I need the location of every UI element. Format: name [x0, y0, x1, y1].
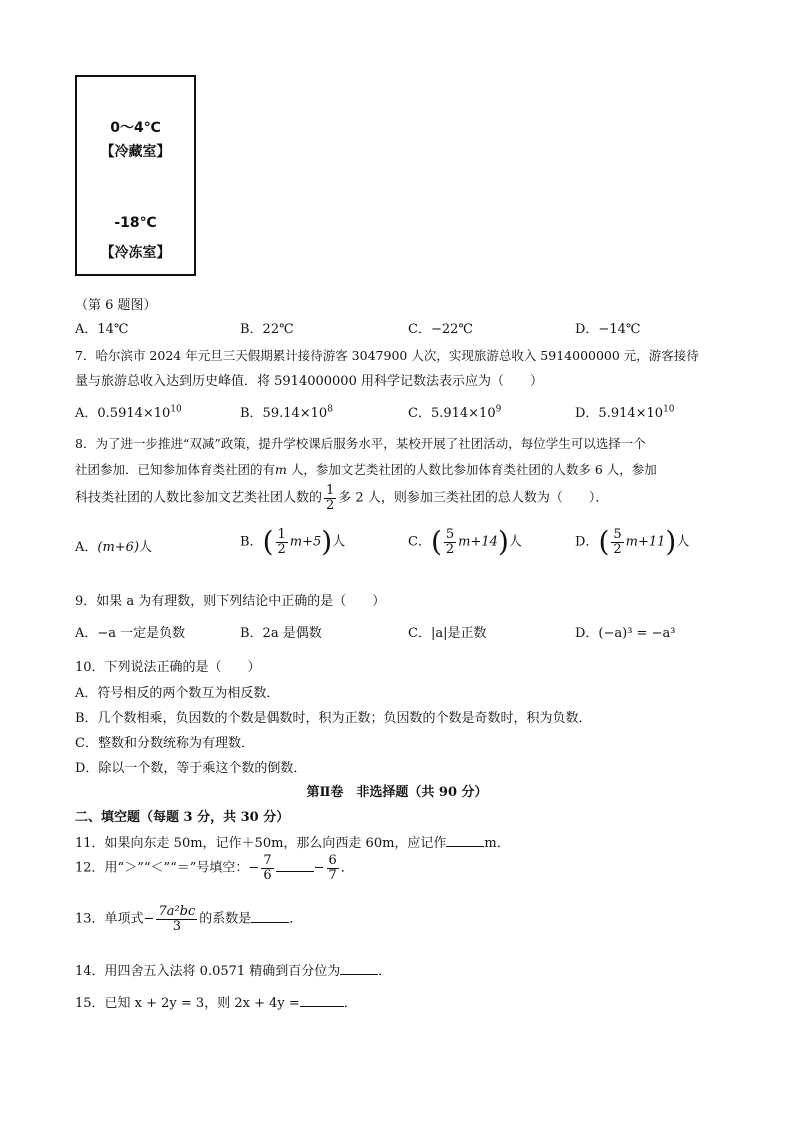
q10-stem: 10．下列说法正确的是（ ）: [75, 660, 261, 675]
q9-option-d: D．(−a)³ = −a³: [575, 626, 676, 641]
q10-option-a: A．符号相反的两个数互为相反数．: [75, 686, 280, 701]
q8-option-c: C．( $\frac{5}{2}$ m+14)人: [408, 525, 522, 559]
q6-option-a: A．14℃: [75, 322, 129, 337]
fridge-temp-bottom: -18℃: [114, 215, 157, 231]
q9-stem: 9．如果 a 为有理数，则下列结论中正确的是（ ）: [75, 594, 386, 609]
q6-option-b: B．22℃: [240, 322, 294, 337]
q7-stem-line2: 量与旅游总收入达到历史峰值．将 5914000000 用科学记数法表示应为（ ）: [75, 374, 543, 389]
q10-option-b: B．几个数相乘，负因数的个数是偶数时，积为正数；负因数的个数是奇数时，积为负数．: [75, 711, 592, 726]
q6-option-c: C．−22℃: [408, 322, 473, 337]
q8-option-d: D．( $\frac{5}{2}$ m+11)人: [575, 525, 690, 559]
fridge-figure: [75, 75, 196, 276]
q14: 14．用四舍五入法将 0.0571 精确到百分位为 ．: [75, 964, 392, 979]
fridge-label-bottom: 【冷冻室】: [100, 245, 171, 261]
q13: 13．单项式− $\frac{\text{7a²bc}}{3}$ 的系数是 ．: [75, 904, 303, 934]
q9-option-a: A．−a 一定是负数: [75, 626, 186, 641]
q10-option-d: D．除以一个数，等于乘这个数的倒数．: [75, 761, 307, 776]
q12-blank: [276, 861, 314, 872]
q10-option-c: C．整数和分数统称为有理数．: [75, 736, 254, 751]
q14-blank: [340, 964, 378, 975]
q13-blank: [251, 912, 289, 923]
q7-option-a: A．$0.5914\times 10^{10}$: [75, 404, 182, 421]
q7-option-b: B．$59.14\times 10^8$: [240, 404, 333, 421]
q7-option-d: D．$5.914\times 10^{10}$: [575, 404, 675, 421]
q9-option-c: C．|a|是正数: [408, 626, 487, 641]
q8-stem-line3: 科技类社团的人数比参加文艺类社团人数的 $\frac{1}{2}$ 多 2 人，则参加三类社团的总人数为（ ）．: [75, 483, 609, 513]
q15: 15．已知 x + 2y = 3，则 2x + 4y = ．: [75, 996, 357, 1011]
q8-option-a: A．(m+6)人: [75, 540, 153, 555]
q9-option-b: B．2a 是偶数: [240, 626, 322, 641]
q8-option-b: B．( $\frac{1}{2}$ m+5)人: [240, 525, 346, 559]
section-title: 第Ⅱ卷 非选择题（共 90 分）: [306, 785, 488, 800]
q15-blank: [300, 996, 344, 1007]
q12: 12．用“＞”“＜”“＝”号填空：− $\frac{7}{6}$ − $\frac{6}{7}$ ．: [75, 853, 354, 883]
q8-stem-line2: 社团参加．已知参加体育类社团的有m 人，参加文艺类社团的人数比参加体育类社团的人数多 6 人，参加: [75, 462, 657, 477]
fridge-label-top: 【冷藏室】: [100, 144, 171, 160]
fridge-temp-top: 0～4℃: [110, 120, 161, 136]
q8-stem-line1: 8．为了进一步推进“双减”政策，提升学校课后服务水平，某校开展了社团活动，每位学生可以选择一个: [75, 436, 646, 451]
q6-option-d: D．−14℃: [575, 322, 641, 337]
q11: 11．如果向东走 50m，记作＋50m，那么向西走 60m，应记作 m．: [75, 836, 510, 851]
q7-option-c: C．$5.914\times 10^9$: [408, 404, 502, 421]
q8-half-fraction: $\frac{1}{2}$: [326, 483, 335, 513]
part-heading: 二、填空题（每题 3 分，共 30 分）: [75, 810, 290, 825]
q7-stem-line1: 7．哈尔滨市 2024 年元旦三天假期累计接待游客 3047900 人次，实现旅游总收入 5914000000 元，游客接待: [75, 348, 699, 363]
figure-caption: （第 6 题图）: [75, 298, 157, 313]
q11-blank: [446, 836, 484, 847]
